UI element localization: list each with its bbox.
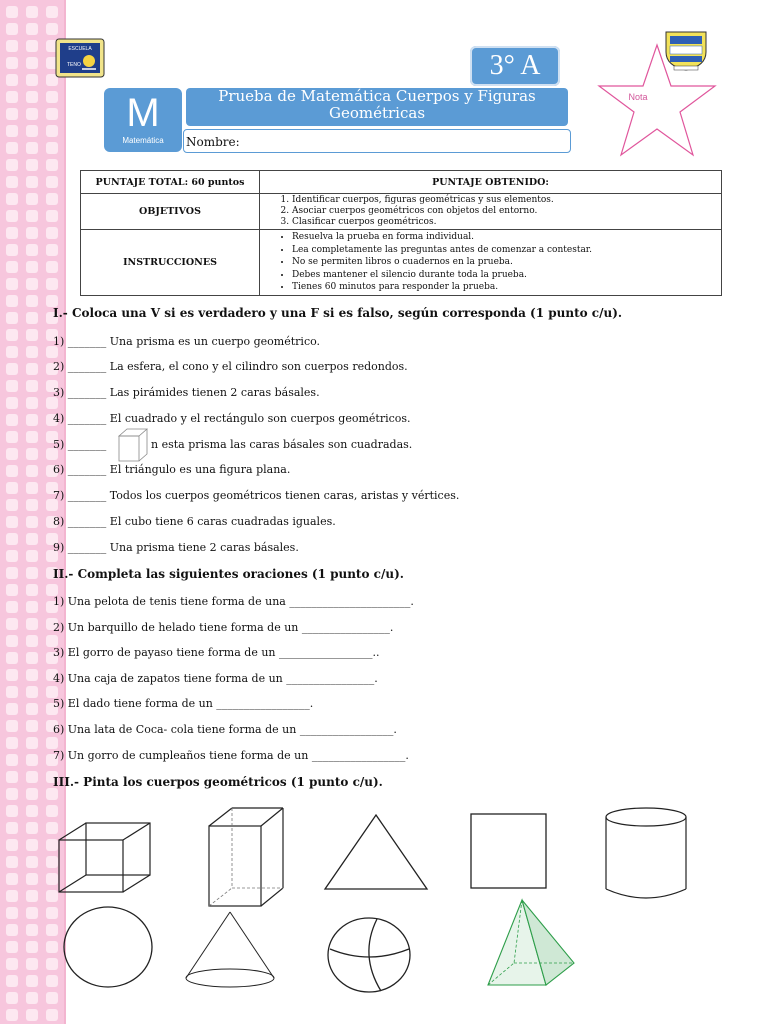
- strip-dot: [46, 244, 58, 256]
- strip-dot: [6, 737, 18, 749]
- strip-dot: [6, 720, 18, 732]
- strip-dot: [26, 295, 38, 307]
- strip-dot: [6, 907, 18, 919]
- strip-dot: [6, 295, 18, 307]
- instructions-list: [264, 231, 717, 294]
- strip-dot: [6, 805, 18, 817]
- svg-text:TENO: TENO: [67, 62, 81, 68]
- strip-dot: [6, 346, 18, 358]
- instruction-item: • Lea completamente las preguntas antes de comenzar a contestar.: [292, 244, 717, 257]
- school-logo: [55, 38, 105, 78]
- instruction-item: • Debes mantener el silencio durante toda la prueba.: [292, 269, 717, 282]
- strip-dot: [26, 23, 38, 35]
- strip-dot: [6, 754, 18, 766]
- sphere-shape[interactable]: [325, 915, 413, 995]
- strip-dot: [6, 703, 18, 715]
- strip-dot: [26, 329, 38, 341]
- strip-dot: [6, 873, 18, 885]
- strip-dot: [26, 278, 38, 290]
- strip-dot: [6, 958, 18, 970]
- instruction-item: • Tienes 60 minutos para responder la prueba.: [292, 281, 717, 294]
- strip-dot: [6, 975, 18, 987]
- strip-dot: [46, 907, 58, 919]
- strip-dot: [26, 465, 38, 477]
- strip-dot: [26, 193, 38, 205]
- strip-dot: [46, 924, 58, 936]
- strip-dot: [6, 91, 18, 103]
- strip-dot: [26, 414, 38, 426]
- cone-shape[interactable]: [184, 910, 276, 990]
- strip-dot: [26, 210, 38, 222]
- strip-dot: [46, 805, 58, 817]
- strip-dot: [6, 261, 18, 273]
- strip-dot: [6, 414, 18, 426]
- strip-dot: [26, 686, 38, 698]
- name-label: Nombre:: [186, 135, 240, 149]
- grade-badge: 3° A: [470, 46, 560, 86]
- strip-dot: [26, 839, 38, 851]
- strip-dot: [6, 244, 18, 256]
- strip-dot: [6, 125, 18, 137]
- question-line: 6) _______ El triángulo es una figura plana.: [53, 463, 291, 476]
- strip-dot: [26, 482, 38, 494]
- question-line: 3) _______ Las pirámides tienen 2 caras básales.: [53, 386, 320, 399]
- strip-dot: [6, 890, 18, 902]
- strip-dot: [6, 686, 18, 698]
- strip-dot: [6, 278, 18, 290]
- strip-dot: [26, 261, 38, 273]
- strip-dot: [26, 159, 38, 171]
- strip-dot: [26, 601, 38, 613]
- strip-dot: [46, 125, 58, 137]
- strip-dot: [26, 567, 38, 579]
- strip-dot: [6, 533, 18, 545]
- strip-dot: [6, 567, 18, 579]
- strip-dot: [46, 91, 58, 103]
- question-line: 5) _______: [53, 438, 107, 451]
- section-1-title: I.- Coloca una V si es verdadero y una F si es falso, según corresponda (1 punto c/u).: [53, 306, 623, 320]
- strip-dot: [6, 652, 18, 664]
- strip-dot: [26, 91, 38, 103]
- strip-dot: [6, 992, 18, 1004]
- strip-dot: [6, 431, 18, 443]
- strip-dot: [26, 788, 38, 800]
- strip-dot: [46, 975, 58, 987]
- strip-dot: [46, 108, 58, 120]
- strip-dot: [6, 822, 18, 834]
- strip-dot: [6, 23, 18, 35]
- strip-dot: [6, 856, 18, 868]
- strip-dot: [6, 550, 18, 562]
- strip-dot: [46, 142, 58, 154]
- name-field[interactable]: [183, 129, 571, 153]
- question-line: 9) _______ Una prisma tiene 2 caras básales.: [53, 541, 299, 554]
- objective-item: 1. Identificar cuerpos, figuras geométricas y sus elementos.: [292, 195, 717, 206]
- strip-dot: [26, 74, 38, 86]
- strip-dot: [46, 193, 58, 205]
- strip-dot: [6, 669, 18, 681]
- strip-dot: [6, 6, 18, 18]
- strip-dot: [26, 312, 38, 324]
- strip-dot: [6, 363, 18, 375]
- total-score: PUNTAJE TOTAL: 60 puntos: [81, 171, 260, 194]
- strip-dot: [26, 176, 38, 188]
- strip-dot: [26, 227, 38, 239]
- strip-dot: [26, 737, 38, 749]
- strip-dot: [26, 618, 38, 630]
- objectives-label: OBJETIVOS: [81, 194, 260, 230]
- pyramid-shape[interactable]: [484, 897, 576, 989]
- strip-dot: [6, 159, 18, 171]
- instructions-cell: [260, 230, 722, 296]
- question-line: 1) _______ Una prisma es un cuerpo geométrico.: [53, 335, 321, 348]
- sentence-line: 3) El gorro de payaso tiene forma de un _________________..: [53, 646, 380, 659]
- strip-dot: [46, 958, 58, 970]
- circle-shape[interactable]: [62, 905, 154, 989]
- strip-dot: [6, 448, 18, 460]
- objective-item: 3. Clasificar cuerpos geométricos.: [292, 217, 717, 228]
- question-line-tail: n esta prisma las caras básales son cuadradas.: [151, 438, 413, 451]
- strip-dot: [6, 924, 18, 936]
- strip-dot: [26, 975, 38, 987]
- cylinder-shape[interactable]: [603, 805, 689, 901]
- strip-dot: [6, 57, 18, 69]
- strip-dot: [6, 142, 18, 154]
- instruction-item: • Resuelva la prueba en forma individual.: [292, 231, 717, 244]
- strip-dot: [46, 159, 58, 171]
- grade-label: Nota: [628, 92, 648, 102]
- strip-dot: [26, 958, 38, 970]
- strip-dot: [26, 142, 38, 154]
- section-2-title: II.- Completa las siguientes oraciones (1 punto c/u).: [53, 567, 404, 581]
- strip-dot: [26, 890, 38, 902]
- strip-dot: [26, 635, 38, 647]
- strip-dot: [26, 720, 38, 732]
- strip-dot: [26, 363, 38, 375]
- strip-dot: [46, 227, 58, 239]
- info-table: [80, 170, 722, 296]
- cube-shape[interactable]: [56, 820, 156, 896]
- objectives-cell: [260, 194, 722, 230]
- strip-dot: [26, 6, 38, 18]
- strip-dot: [26, 652, 38, 664]
- instructions-label: INSTRUCCIONES: [81, 230, 260, 296]
- strip-dot: [46, 1009, 58, 1021]
- strip-dot: [26, 516, 38, 528]
- svg-text:ESCUELA: ESCUELA: [68, 46, 92, 52]
- strip-dot: [6, 482, 18, 494]
- strip-dot: [26, 924, 38, 936]
- prism-icon: [117, 428, 149, 462]
- question-line: 7) _______ Todos los cuerpos geométricos tienen caras, aristas y vértices.: [53, 489, 460, 502]
- strip-dot: [46, 941, 58, 953]
- strip-dot: [46, 278, 58, 290]
- strip-dot: [26, 125, 38, 137]
- strip-dot: [26, 584, 38, 596]
- strip-dot: [26, 941, 38, 953]
- strip-dot: [6, 771, 18, 783]
- sentence-line: 2) Un barquillo de helado tiene forma de un ________________.: [53, 621, 394, 634]
- sentence-line: 6) Una lata de Coca- cola tiene forma de un _________________.: [53, 723, 397, 736]
- strip-dot: [26, 550, 38, 562]
- strip-dot: [6, 397, 18, 409]
- objectives-list: [264, 195, 717, 228]
- strip-dot: [6, 601, 18, 613]
- strip-dot: [6, 941, 18, 953]
- strip-dot: [26, 108, 38, 120]
- strip-dot: [26, 448, 38, 460]
- strip-dot: [26, 499, 38, 511]
- instruction-item: • No se permiten libros o cuadernos en la prueba.: [292, 256, 717, 269]
- strip-dot: [26, 754, 38, 766]
- subject-letter: M: [126, 91, 160, 135]
- square-shape[interactable]: [469, 812, 549, 890]
- strip-dot: [6, 465, 18, 477]
- question-line: 2) _______ La esfera, el cono y el cilindro son cuerpos redondos.: [53, 360, 408, 373]
- strip-dot: [6, 193, 18, 205]
- strip-dot: [6, 210, 18, 222]
- strip-dot: [46, 23, 58, 35]
- question-line: 4) _______ El cuadrado y el rectángulo son cuerpos geométricos.: [53, 412, 411, 425]
- strip-dot: [6, 584, 18, 596]
- strip-dot: [6, 312, 18, 324]
- strip-dot: [26, 397, 38, 409]
- strip-dot: [26, 244, 38, 256]
- section-3-title: III.- Pinta los cuerpos geométricos (1 punto c/u).: [53, 775, 383, 789]
- subject-name: Matemática: [122, 136, 164, 145]
- strip-dot: [26, 805, 38, 817]
- rectangular-prism-shape[interactable]: [206, 806, 286, 910]
- strip-dot: [46, 261, 58, 273]
- strip-dot: [26, 533, 38, 545]
- strip-dot: [26, 992, 38, 1004]
- strip-dot: [26, 822, 38, 834]
- strip-dot: [46, 788, 58, 800]
- sentence-line: 5) El dado tiene forma de un _________________.: [53, 697, 314, 710]
- strip-dot: [26, 771, 38, 783]
- subject-badge: [104, 88, 182, 152]
- strip-dot: [6, 329, 18, 341]
- strip-dot: [46, 737, 58, 749]
- strip-dot: [6, 788, 18, 800]
- strip-dot: [6, 380, 18, 392]
- strip-dot: [26, 873, 38, 885]
- sentence-line: 1) Una pelota de tenis tiene forma de una ______________________.: [53, 595, 414, 608]
- strip-dot: [6, 839, 18, 851]
- strip-dot: [6, 516, 18, 528]
- sentence-line: 7) Un gorro de cumpleaños tiene forma de un _________________.: [53, 749, 409, 762]
- strip-dot: [6, 74, 18, 86]
- test-title: Prueba de Matemática Cuerpos y Figuras Geométricas: [186, 88, 568, 126]
- sentence-line: 4) Una caja de zapatos tiene forma de un ________________.: [53, 672, 378, 685]
- strip-dot: [26, 431, 38, 443]
- strip-dot: [26, 346, 38, 358]
- strip-dot: [46, 210, 58, 222]
- strip-dot: [46, 992, 58, 1004]
- objective-item: 2. Asociar cuerpos geométricos con objetos del entorno.: [292, 206, 717, 217]
- strip-dot: [26, 1009, 38, 1021]
- strip-dot: [26, 856, 38, 868]
- strip-dot: [6, 499, 18, 511]
- strip-dot: [6, 176, 18, 188]
- strip-dot: [26, 57, 38, 69]
- strip-dot: [26, 40, 38, 52]
- question-line: 8) _______ El cubo tiene 6 caras cuadradas iguales.: [53, 515, 336, 528]
- strip-dot: [6, 40, 18, 52]
- strip-dot: [26, 380, 38, 392]
- strip-dot: [6, 108, 18, 120]
- strip-dot: [46, 6, 58, 18]
- strip-dot: [6, 1009, 18, 1021]
- strip-dot: [26, 907, 38, 919]
- strip-dot: [6, 618, 18, 630]
- strip-dot: [46, 176, 58, 188]
- strip-dot: [6, 635, 18, 647]
- strip-dot: [6, 227, 18, 239]
- triangle-shape[interactable]: [322, 812, 430, 892]
- strip-dot: [26, 669, 38, 681]
- obtained-score: PUNTAJE OBTENIDO:: [260, 171, 722, 194]
- strip-dot: [26, 703, 38, 715]
